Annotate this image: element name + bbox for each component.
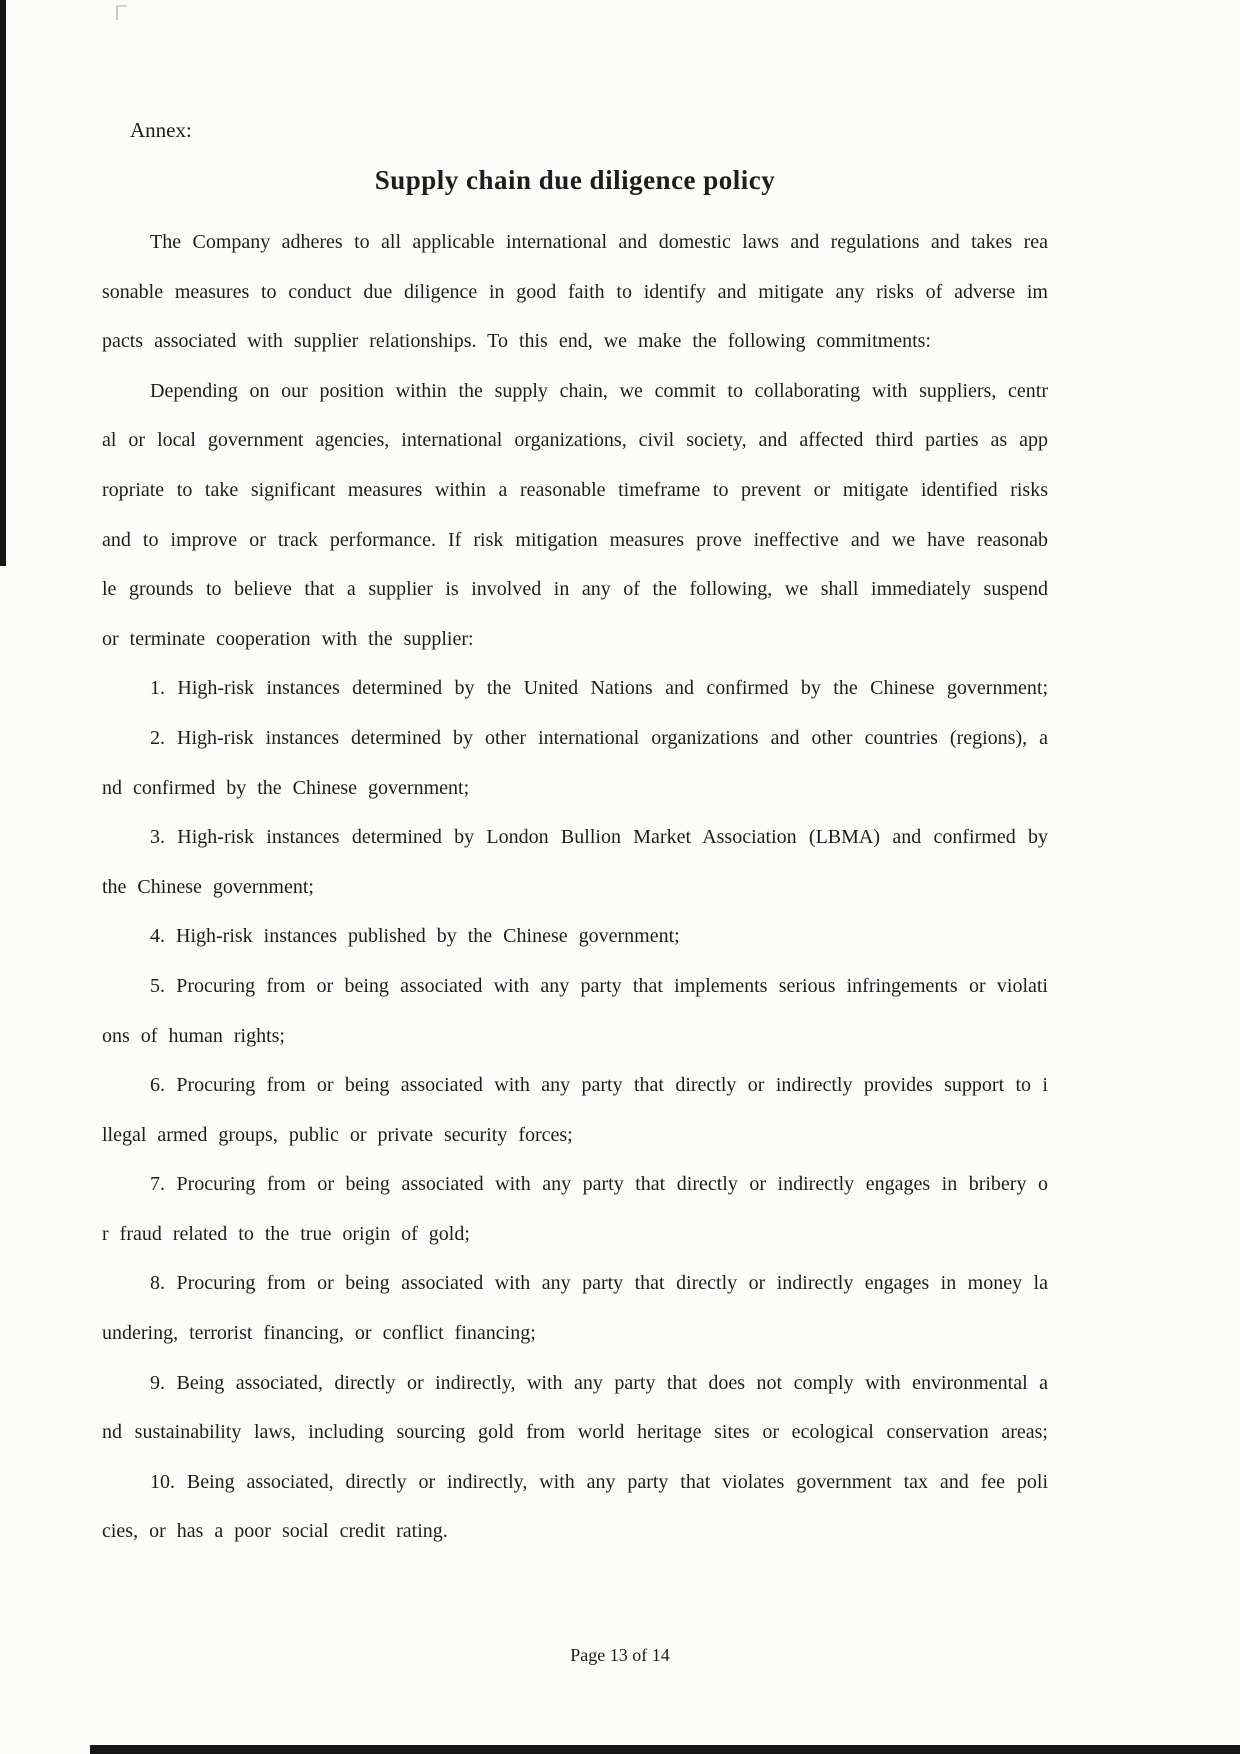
para-2-text-line: Depending on our position within the supply chain, we commit to collaborating with suppliers, centr <box>150 379 1048 402</box>
item-2-text-line: nd confirmed by the Chinese government; <box>102 776 470 799</box>
annex-label: Annex: <box>130 118 192 142</box>
item-10-text-line: cies, or has a poor social credit rating. <box>102 1520 448 1543</box>
para-2-text-line: ropriate to take significant measures within a reasonable timeframe to prevent or mitigate identified risks <box>102 478 1048 501</box>
item-7-text-line: 7. Procuring from or being associated with any party that directly or indirectly engages in bribery o <box>150 1173 1048 1196</box>
item-1-text-line: 1. High-risk instances determined by the United Nations and confirmed by the Chinese government; <box>150 677 1048 700</box>
item-8-text-line: 8. Procuring from or being associated with any party that directly or indirectly engages in money la <box>150 1272 1048 1295</box>
item-2-text-line: 2. High-risk instances determined by other international organizations and other countries (regions), a <box>150 726 1048 749</box>
item-6-text-line: llegal armed groups, public or private security forces; <box>102 1123 573 1146</box>
item-5-text-line: 5. Procuring from or being associated with any party that implements serious infringements or violati <box>150 974 1048 997</box>
item-3-text-line: the Chinese government; <box>102 875 314 898</box>
para-1-text-line: The Company adheres to all applicable international and domestic laws and regulations and takes rea <box>150 231 1048 253</box>
item-5-text-line: ons of human rights; <box>102 1024 285 1047</box>
document-body <box>102 218 1048 1557</box>
item-4-text-line: 4. High-risk instances published by the Chinese government; <box>150 925 680 948</box>
para-2-text-line: le grounds to believe that a supplier is involved in any of the following, we shall immediately suspend <box>102 578 1048 601</box>
para-1-text-line: pacts associated with supplier relationships. To this end, we make the following commitments: <box>102 330 931 353</box>
para-2-text-line: and to improve or track performance. If risk mitigation measures prove ineffective and we have reasonab <box>102 528 1048 551</box>
para-2-text-line: or terminate cooperation with the supplier: <box>102 627 474 650</box>
page-title: Supply chain due diligence policy <box>374 165 776 195</box>
scan-artifact-bottom-bar <box>90 1745 1240 1754</box>
scan-artifact-left-bar <box>0 0 6 566</box>
item-9-text-line: 9. Being associated, directly or indirectly, with any party that does not comply with environmental a <box>150 1371 1048 1394</box>
scan-artifact-corner-mark <box>116 5 127 20</box>
item-9-text-line: nd sustainability laws, including sourcing gold from world heritage sites or ecological conservation areas; <box>102 1421 1048 1444</box>
item-7-text-line: r fraud related to the true origin of gold; <box>102 1222 470 1245</box>
page-number: Page 13 of 14 <box>570 1645 670 1665</box>
para-2-text-line: al or local government agencies, international organizations, civil society, and affected third parties as app <box>102 429 1048 452</box>
item-8-text-line: undering, terrorist financing, or conflict financing; <box>102 1322 536 1345</box>
item-6-text-line: 6. Procuring from or being associated with any party that directly or indirectly provides support to i <box>150 1074 1048 1097</box>
para-1-text-line: sonable measures to conduct due diligence in good faith to identify and mitigate any risks of adverse im <box>102 280 1048 303</box>
item-10-text-line: 10. Being associated, directly or indirectly, with any party that violates government tax and fee poli <box>150 1470 1048 1493</box>
item-3-text-line: 3. High-risk instances determined by London Bullion Market Association (LBMA) and confirmed by <box>150 826 1048 849</box>
